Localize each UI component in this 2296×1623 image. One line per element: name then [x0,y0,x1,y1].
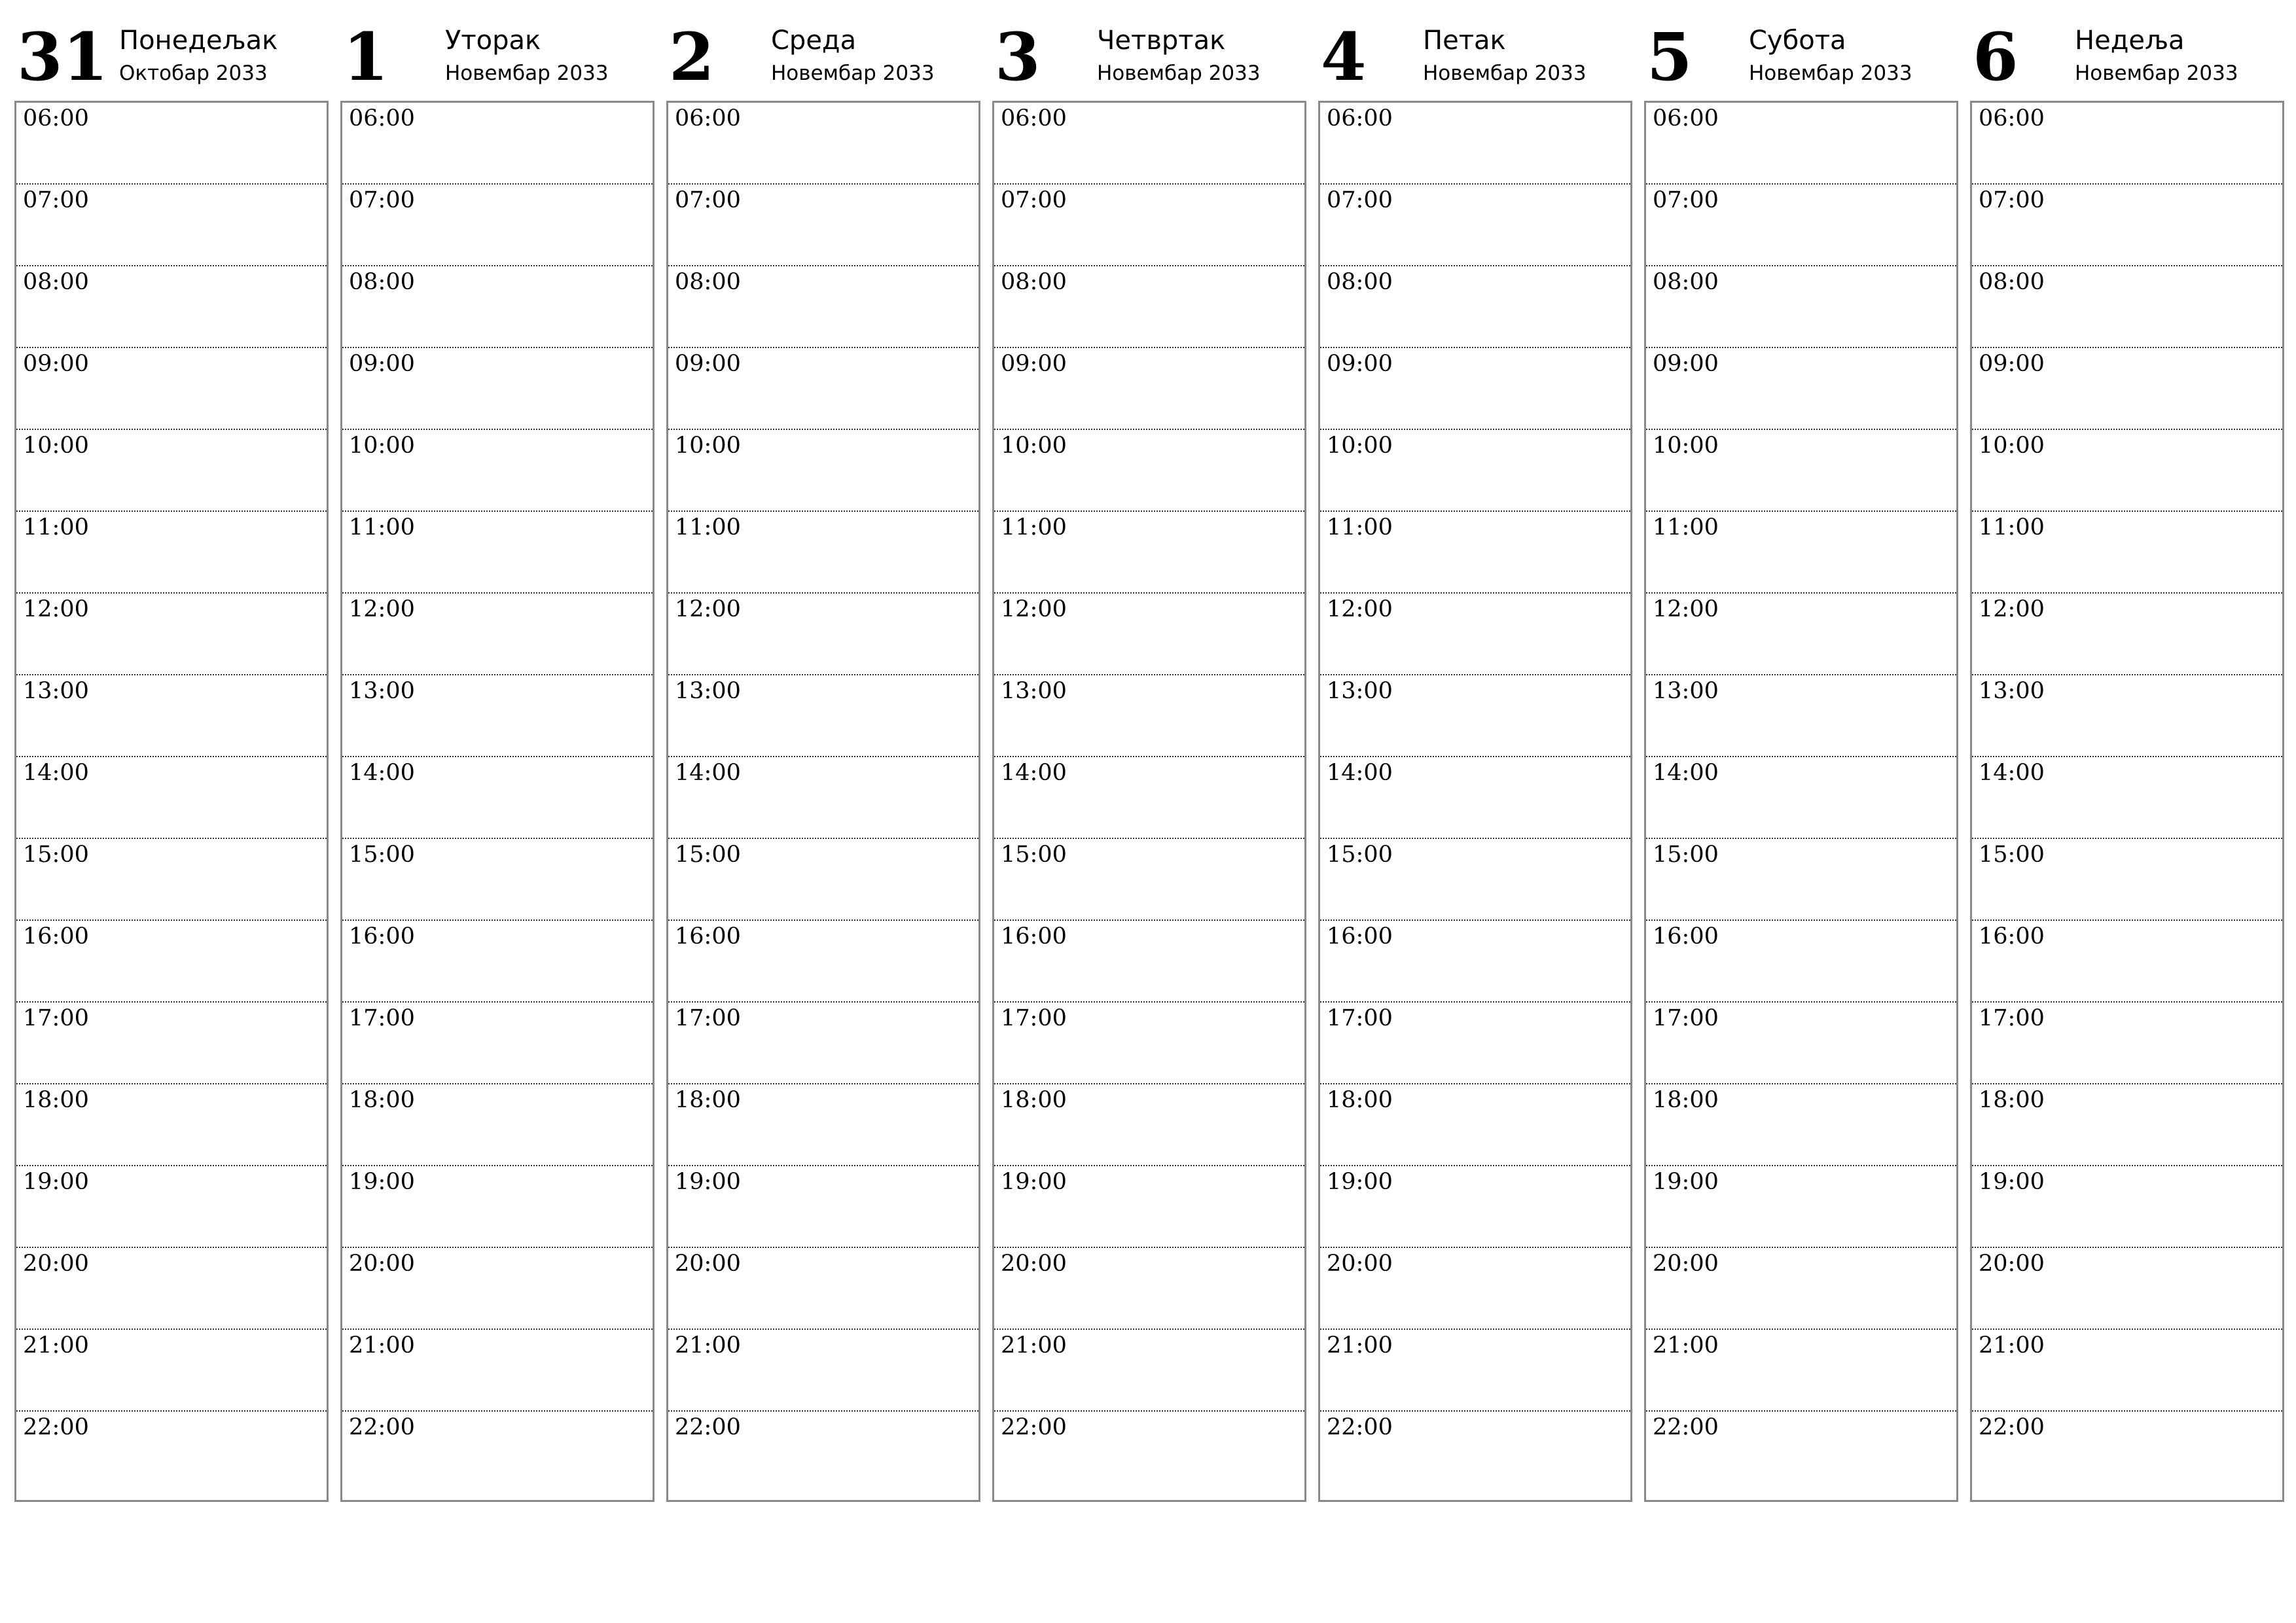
hour-slot[interactable] [668,512,978,594]
hour-slot[interactable] [1320,1003,1630,1084]
hour-label: 07:00 [1653,187,1719,213]
hour-slot[interactable] [342,348,653,430]
hour-label: 16:00 [349,923,415,950]
hour-label: 21:00 [349,1332,415,1359]
hour-label: 14:00 [1979,760,2045,786]
hour-slot[interactable] [1646,512,1956,594]
hour-slot[interactable] [16,1412,327,1497]
hour-slot[interactable] [16,921,327,1003]
hour-slot[interactable] [1320,921,1630,1003]
hour-label: 13:00 [675,678,741,704]
hour-slot[interactable] [1972,430,2282,512]
hour-slot[interactable] [1972,757,2282,839]
hour-slot[interactable] [1646,1248,1956,1330]
hour-slot[interactable] [994,921,1304,1003]
hour-label: 10:00 [1001,433,1067,459]
hour-label: 12:00 [675,596,741,622]
hour-slot[interactable] [668,1166,978,1248]
hour-slot[interactable] [16,1166,327,1248]
day-number: 2 [669,18,715,96]
hour-label: 07:00 [1327,187,1393,213]
hour-label: 16:00 [1327,923,1393,950]
hour-label: 22:00 [1001,1414,1067,1440]
hour-slot[interactable] [1320,348,1630,430]
hour-label: 21:00 [23,1332,89,1359]
hour-label: 13:00 [1001,678,1067,704]
hour-slot[interactable] [994,1166,1304,1248]
day-header [340,13,653,101]
hour-label: 18:00 [675,1087,741,1113]
hour-slot[interactable] [994,1248,1304,1330]
hour-slot[interactable] [1646,348,1956,430]
hour-slot[interactable] [1972,1248,2282,1330]
day-header [14,13,327,101]
day-name: Недеља [2075,26,2185,56]
hour-label: 07:00 [1979,187,2045,213]
day-name: Субота [1749,26,1846,56]
hour-slot[interactable] [16,757,327,839]
hour-slot[interactable] [1646,594,1956,675]
hour-slot[interactable] [342,757,653,839]
hour-slot[interactable] [16,266,327,348]
hour-label: 13:00 [1653,678,1719,704]
hour-slot[interactable] [342,266,653,348]
hour-slot[interactable] [1646,1003,1956,1084]
hour-label: 18:00 [23,1087,89,1113]
hour-slot[interactable] [1972,512,2282,594]
hour-label: 12:00 [349,596,415,622]
hour-slot[interactable] [1646,103,1956,185]
hour-label: 08:00 [1653,269,1719,295]
day-schedule-box [340,101,655,1502]
hour-slot[interactable] [342,430,653,512]
hour-label: 19:00 [349,1169,415,1195]
hour-slot[interactable] [1646,921,1956,1003]
hour-label: 16:00 [1653,923,1719,950]
hour-label: 19:00 [1001,1169,1067,1195]
hour-label: 08:00 [1327,269,1393,295]
hour-label: 07:00 [675,187,741,213]
day-schedule-box [1970,101,2284,1502]
hour-slot[interactable] [1320,675,1630,757]
hour-slot[interactable] [1320,185,1630,266]
hour-slot[interactable] [16,1248,327,1330]
hour-slot[interactable] [1320,266,1630,348]
hour-slot[interactable] [1972,839,2282,921]
day-column [14,13,327,1502]
day-month-year: Новембар 2033 [1749,62,1912,85]
hour-slot[interactable] [16,185,327,266]
hour-label: 17:00 [23,1005,89,1031]
hour-label: 11:00 [23,514,89,541]
hour-slot[interactable] [342,675,653,757]
day-number: 1 [343,18,389,96]
hour-label: 15:00 [349,842,415,868]
hour-slot[interactable] [1320,1084,1630,1166]
day-column [1644,13,1957,1502]
hour-label: 10:00 [1653,433,1719,459]
hour-label: 17:00 [675,1005,741,1031]
hour-slot[interactable] [1320,594,1630,675]
hour-label: 09:00 [349,351,415,377]
hour-label: 12:00 [23,596,89,622]
day-name: Четвртак [1097,26,1226,56]
hour-slot[interactable] [1646,1330,1956,1412]
hour-label: 13:00 [1327,678,1393,704]
hour-label: 12:00 [1653,596,1719,622]
hour-label: 21:00 [1653,1332,1719,1359]
hour-slot[interactable] [668,839,978,921]
hour-slot[interactable] [994,348,1304,430]
hour-slot[interactable] [342,921,653,1003]
hour-slot[interactable] [668,594,978,675]
hour-label: 07:00 [349,187,415,213]
hour-label: 11:00 [675,514,741,541]
hour-slot[interactable] [16,839,327,921]
hour-slot[interactable] [668,675,978,757]
hour-slot[interactable] [1320,103,1630,185]
hour-label: 09:00 [675,351,741,377]
hour-label: 17:00 [349,1005,415,1031]
hour-label: 20:00 [23,1251,89,1277]
hour-slot[interactable] [994,839,1304,921]
hour-label: 20:00 [349,1251,415,1277]
hour-label: 16:00 [1979,923,2045,950]
hour-slot[interactable] [16,103,327,185]
hour-label: 21:00 [1979,1332,2045,1359]
hour-label: 14:00 [1001,760,1067,786]
hour-label: 22:00 [23,1414,89,1440]
hour-slot[interactable] [668,757,978,839]
hour-slot[interactable] [342,512,653,594]
hour-label: 12:00 [1327,596,1393,622]
hour-slot[interactable] [1320,839,1630,921]
hour-label: 17:00 [1327,1005,1393,1031]
hour-label: 10:00 [675,433,741,459]
hour-slot[interactable] [994,757,1304,839]
hour-slot[interactable] [16,594,327,675]
hour-slot[interactable] [342,594,653,675]
hour-slot[interactable] [1972,1412,2282,1497]
hour-label: 06:00 [1653,105,1719,132]
hour-label: 06:00 [23,105,89,132]
hour-slot[interactable] [1320,430,1630,512]
day-column [340,13,653,1502]
hour-label: 20:00 [1979,1251,2045,1277]
day-month-year: Новембар 2033 [2075,62,2238,85]
weekly-planner [14,13,2289,1502]
day-number: 4 [1321,18,1367,96]
day-month-year: Новембар 2033 [1097,62,1261,85]
hour-label: 06:00 [1327,105,1393,132]
hour-slot[interactable] [668,103,978,185]
day-header [1644,13,1957,101]
hour-label: 17:00 [1653,1005,1719,1031]
hour-label: 22:00 [1327,1414,1393,1440]
hour-slot[interactable] [16,675,327,757]
hour-slot[interactable] [1646,1084,1956,1166]
day-schedule-box [1318,101,1632,1502]
hour-slot[interactable] [1646,675,1956,757]
hour-label: 21:00 [1327,1332,1393,1359]
hour-label: 21:00 [675,1332,741,1359]
day-month-year: Новембар 2033 [771,62,935,85]
hour-slot[interactable] [994,1330,1304,1412]
day-month-year: Новембар 2033 [445,62,609,85]
hour-label: 16:00 [23,923,89,950]
hour-label: 13:00 [1979,678,2045,704]
hour-label: 09:00 [1327,351,1393,377]
hour-slot[interactable] [1972,348,2282,430]
hour-label: 09:00 [1653,351,1719,377]
hour-label: 18:00 [349,1087,415,1113]
hour-slot[interactable] [994,1003,1304,1084]
day-column [992,13,1305,1502]
day-column [666,13,979,1502]
hour-slot[interactable] [342,1412,653,1497]
hour-slot[interactable] [1646,839,1956,921]
hour-label: 11:00 [1001,514,1067,541]
hour-label: 15:00 [23,842,89,868]
hour-slot[interactable] [994,512,1304,594]
day-number: 31 [17,18,109,96]
day-number: 5 [1647,18,1693,96]
hour-slot[interactable] [1646,430,1956,512]
hour-label: 19:00 [23,1169,89,1195]
hour-label: 11:00 [1653,514,1719,541]
hour-slot[interactable] [668,1330,978,1412]
hour-slot[interactable] [1972,675,2282,757]
hour-slot[interactable] [1320,1248,1630,1330]
hour-label: 07:00 [1001,187,1067,213]
hour-label: 12:00 [1001,596,1067,622]
hour-slot[interactable] [342,1248,653,1330]
hour-label: 20:00 [1001,1251,1067,1277]
hour-label: 11:00 [349,514,415,541]
hour-slot[interactable] [16,348,327,430]
hour-slot[interactable] [668,266,978,348]
hour-slot[interactable] [1646,757,1956,839]
hour-slot[interactable] [1972,103,2282,185]
hour-label: 15:00 [1979,842,2045,868]
hour-label: 13:00 [23,678,89,704]
day-schedule-box [14,101,329,1502]
hour-label: 06:00 [675,105,741,132]
hour-label: 22:00 [1653,1414,1719,1440]
hour-label: 19:00 [675,1169,741,1195]
day-schedule-box [666,101,980,1502]
hour-slot[interactable] [668,1084,978,1166]
hour-slot[interactable] [16,1084,327,1166]
hour-slot[interactable] [994,185,1304,266]
hour-label: 22:00 [675,1414,741,1440]
hour-label: 08:00 [1001,269,1067,295]
hour-slot[interactable] [668,185,978,266]
hour-slot[interactable] [342,1166,653,1248]
day-header [1970,13,2283,101]
hour-slot[interactable] [668,1003,978,1084]
hour-label: 15:00 [1653,842,1719,868]
hour-label: 10:00 [1979,433,2045,459]
day-name: Понедељак [119,26,278,56]
hour-slot[interactable] [16,1003,327,1084]
hour-slot[interactable] [1320,1330,1630,1412]
day-name: Петак [1423,26,1506,56]
day-header [666,13,979,101]
hour-slot[interactable] [1972,1330,2282,1412]
hour-label: 18:00 [1001,1087,1067,1113]
hour-label: 13:00 [349,678,415,704]
hour-label: 19:00 [1327,1169,1393,1195]
hour-label: 19:00 [1979,1169,2045,1195]
hour-label: 10:00 [1327,433,1393,459]
hour-slot[interactable] [994,1084,1304,1166]
hour-slot[interactable] [668,921,978,1003]
hour-label: 14:00 [1653,760,1719,786]
hour-label: 08:00 [675,269,741,295]
day-month-year: Октобар 2033 [119,62,268,85]
hour-label: 08:00 [1979,269,2045,295]
hour-slot[interactable] [1646,1412,1956,1497]
hour-slot[interactable] [342,1084,653,1166]
hour-label: 09:00 [1001,351,1067,377]
day-name: Уторак [445,26,541,56]
day-column [1970,13,2283,1502]
hour-slot[interactable] [1646,1166,1956,1248]
hour-label: 17:00 [1001,1005,1067,1031]
day-header [992,13,1305,101]
hour-label: 08:00 [23,269,89,295]
hour-label: 22:00 [1979,1414,2045,1440]
hour-label: 10:00 [349,433,415,459]
hour-label: 22:00 [349,1414,415,1440]
day-number: 3 [995,18,1041,96]
hour-slot[interactable] [16,1330,327,1412]
hour-label: 07:00 [23,187,89,213]
hour-slot[interactable] [342,103,653,185]
hour-slot[interactable] [668,430,978,512]
hour-label: 21:00 [1001,1332,1067,1359]
hour-slot[interactable] [1646,266,1956,348]
hour-label: 14:00 [1327,760,1393,786]
hour-label: 09:00 [23,351,89,377]
day-schedule-box [1644,101,1958,1502]
hour-slot[interactable] [994,430,1304,512]
day-name: Среда [771,26,857,56]
hour-label: 14:00 [23,760,89,786]
hour-label: 18:00 [1979,1087,2045,1113]
hour-slot[interactable] [1972,1084,2282,1166]
hour-slot[interactable] [994,594,1304,675]
hour-label: 14:00 [675,760,741,786]
day-column [1318,13,1631,1502]
hour-slot[interactable] [1972,1003,2282,1084]
hour-label: 06:00 [349,105,415,132]
hour-slot[interactable] [1646,185,1956,266]
hour-slot[interactable] [1320,512,1630,594]
hour-slot[interactable] [994,1412,1304,1497]
hour-slot[interactable] [342,185,653,266]
hour-label: 20:00 [675,1251,741,1277]
hour-label: 18:00 [1327,1087,1393,1113]
hour-slot[interactable] [668,348,978,430]
hour-label: 20:00 [1653,1251,1719,1277]
hour-slot[interactable] [994,675,1304,757]
day-month-year: Новембар 2033 [1423,62,1587,85]
hour-slot[interactable] [1972,185,2282,266]
hour-slot[interactable] [1972,594,2282,675]
hour-slot[interactable] [342,1003,653,1084]
hour-label: 11:00 [1327,514,1393,541]
hour-label: 16:00 [675,923,741,950]
hour-label: 12:00 [1979,596,2045,622]
hour-label: 20:00 [1327,1251,1393,1277]
day-header [1318,13,1631,101]
hour-label: 09:00 [1979,351,2045,377]
hour-label: 15:00 [675,842,741,868]
hour-slot[interactable] [16,512,327,594]
hour-label: 06:00 [1979,105,2045,132]
hour-label: 14:00 [349,760,415,786]
hour-slot[interactable] [994,103,1304,185]
hour-slot[interactable] [1320,757,1630,839]
hour-slot[interactable] [1320,1412,1630,1497]
hour-label: 08:00 [349,269,415,295]
hour-label: 15:00 [1327,842,1393,868]
hour-label: 15:00 [1001,842,1067,868]
hour-slot[interactable] [1972,1166,2282,1248]
hour-slot[interactable] [342,839,653,921]
hour-label: 17:00 [1979,1005,2045,1031]
hour-slot[interactable] [994,266,1304,348]
hour-label: 18:00 [1653,1087,1719,1113]
day-schedule-box [992,101,1306,1502]
hour-slot[interactable] [1320,1166,1630,1248]
hour-slot[interactable] [1972,921,2282,1003]
hour-label: 16:00 [1001,923,1067,950]
hour-slot[interactable] [1972,266,2282,348]
hour-slot[interactable] [16,430,327,512]
hour-slot[interactable] [668,1248,978,1330]
day-number: 6 [1973,18,2018,96]
hour-label: 19:00 [1653,1169,1719,1195]
hour-label: 06:00 [1001,105,1067,132]
hour-label: 11:00 [1979,514,2045,541]
hour-label: 10:00 [23,433,89,459]
hour-slot[interactable] [668,1412,978,1497]
hour-slot[interactable] [342,1330,653,1412]
